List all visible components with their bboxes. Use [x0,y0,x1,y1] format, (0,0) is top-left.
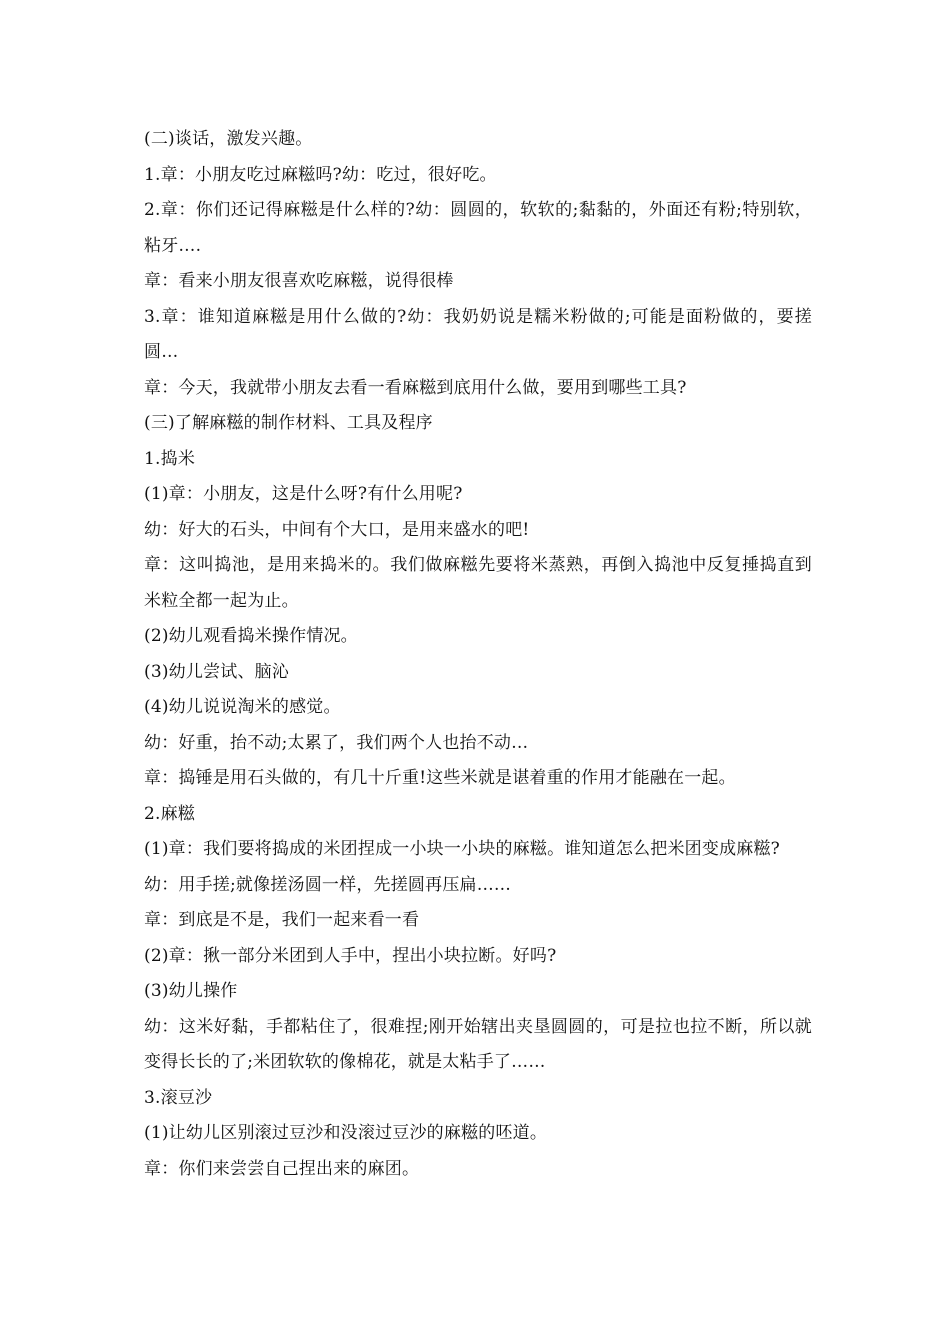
paragraph-maci-feedback: 幼：这米好黏，手都粘住了，很难捏;刚开始辖出夹垦圆圆的，可是拉也拉不断，所以就变得长长的了;米团软软的像棉花，就是太粘手了…… [144,1016,812,1072]
paragraph-maci-3: (3)幼儿操作 [144,981,238,1001]
paragraph-pounding-4: (4)幼儿说说淘米的感觉。 [144,697,341,717]
paragraph-heading-materials: (三)了解麻糍的制作材料、工具及程序 [144,413,433,433]
paragraph-bean-paste-taste: 章：你们来尝尝自己捏出来的麻团。 [144,1158,420,1179]
paragraph-section-bean-paste: 3.滚豆沙 [144,1087,213,1108]
paragraph-maci-1: (1)章：我们要将捣成的米团捏成一小块一小块的麻糍。谁知道怎么把米团变成麻糍? [144,839,780,859]
paragraph-section-pounding: 1.捣米 [144,448,196,469]
paragraph-pounding-2: (2)幼儿观看捣米操作情况。 [144,626,358,646]
paragraph-praise: 章：看来小朋友很喜欢吃麻糍，说得很棒 [144,271,454,291]
paragraph-pounding-feel: 幼：好重，抬不动;太累了，我们两个人也抬不动… [144,732,529,753]
paragraph-pounding-hammer: 章：捣锤是用石头做的，有几十斤重!这些米就是谌着重的作用才能融在一起。 [144,768,736,788]
paragraph-heading-talk: (二)谈话，激发兴趣。 [144,129,313,149]
paragraph-intro-visit: 章：今天，我就带小朋友去看一看麻糍到底用什么做，要用到哪些工具? [144,377,687,398]
paragraph-section-maci: 2.麻糍 [144,803,196,824]
paragraph-maci-answer: 幼：用手搓;就像搓汤圆一样，先搓圆再压扁…… [144,874,512,895]
paragraph-maci-lets-see: 章：到底是不是，我们一起来看一看 [144,910,420,930]
paragraph-pounding-explain: 章：这叫捣池，是用来捣米的。我们做麻糍先要将米蒸熟，再倒入捣池中反复捶捣直到米粒全都一起为止。 [144,555,812,611]
paragraph-bean-paste-1: (1)让幼儿区别滚过豆沙和没滚过豆沙的麻糍的呸道。 [144,1123,548,1143]
paragraph-pounding-answer: 幼：好大的石头，中间有个大口，是用来盛水的吧! [144,519,530,540]
paragraph-q3: 3.章：谁知道麻糍是用什么做的?幼：我奶奶说是糯米粉做的;可能是面粉做的，要搓圆… [144,306,812,362]
paragraph-pounding-3: (3)幼儿尝试、脑沁 [144,661,290,682]
paragraph-q1: 1.章：小朋友吃过麻糍吗?幼：吃过，很好吃。 [144,164,497,185]
paragraph-maci-2: (2)章：揪一部分米团到人手中，捏出小块拉断。好吗? [144,945,557,966]
document-body [144,122,812,1187]
paragraph-q2: 2.章：你们还记得麻糍是什么样的?幼：圆圆的，软软的;黏黏的，外面还有粉;特别软，粘牙…. [144,200,812,256]
paragraph-pounding-1: (1)章：小朋友，这是什么呀?有什么用呢? [144,484,463,504]
